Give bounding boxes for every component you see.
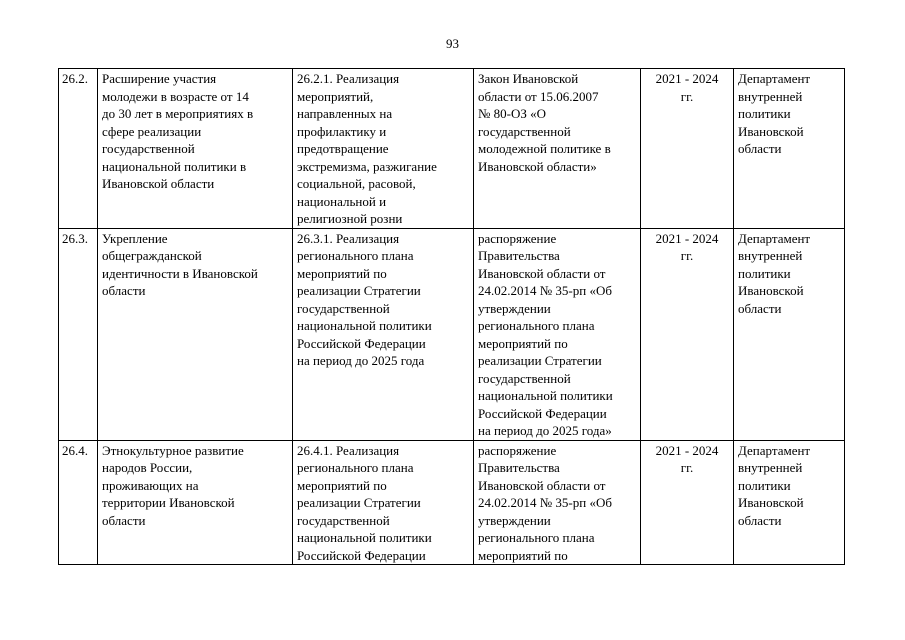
task-cell: Укрепление общегражданской идентичности в Ивановской области [98, 228, 293, 440]
period-cell: 2021 - 2024 гг. [641, 69, 734, 229]
table-row [59, 440, 845, 565]
row-number-cell: 26.2. [59, 69, 98, 229]
page-number: 93 [446, 36, 459, 51]
task-cell: Расширение участия молодежи в возрасте от 14 до 30 лет в мероприятиях в сфере реализации государственной национальной политики в Ивановской области [98, 69, 293, 229]
measure-cell: 26.3.1. Реализация регионального плана мероприятий по реализации Стратегии государственной национальной политики Российской Федерации на период до 2025 года [293, 228, 474, 440]
period-cell: 2021 - 2024 гг. [641, 228, 734, 440]
legal-basis-cell: распоряжение Правительства Ивановской области от 24.02.2014 № 35-рп «Об утверждении регионального плана мероприятий по реализации Стратегии государственной национальной политики Российской Федерации на период до 2025 года» [474, 228, 641, 440]
executor-cell: Департамент внутренней политики Ивановской области [734, 228, 845, 440]
row-number-cell: 26.4. [59, 440, 98, 565]
period-cell: 2021 - 2024 гг. [641, 440, 734, 565]
measures-table [58, 68, 845, 565]
executor-cell: Департамент внутренней политики Ивановской области [734, 440, 845, 565]
table-row [59, 228, 845, 440]
legal-basis-cell: Закон Ивановской области от 15.06.2007 № 80-ОЗ «О государственной молодежной политике в Ивановской области» [474, 69, 641, 229]
measure-cell: 26.4.1. Реализация регионального плана мероприятий по реализации Стратегии государственной национальной политики Российской Федерации [293, 440, 474, 565]
row-number-cell: 26.3. [59, 228, 98, 440]
table-row [59, 69, 845, 229]
measure-cell: 26.2.1. Реализация мероприятий, направленных на профилактику и предотвращение экстремизма, разжигание социальной, расовой, национальной и религиозной розни [293, 69, 474, 229]
legal-basis-cell: распоряжение Правительства Ивановской области от 24.02.2014 № 35-рп «Об утверждении регионального плана мероприятий по [474, 440, 641, 565]
executor-cell: Департамент внутренней политики Ивановской области [734, 69, 845, 229]
task-cell: Этнокультурное развитие народов России, проживающих на территории Ивановской области [98, 440, 293, 565]
